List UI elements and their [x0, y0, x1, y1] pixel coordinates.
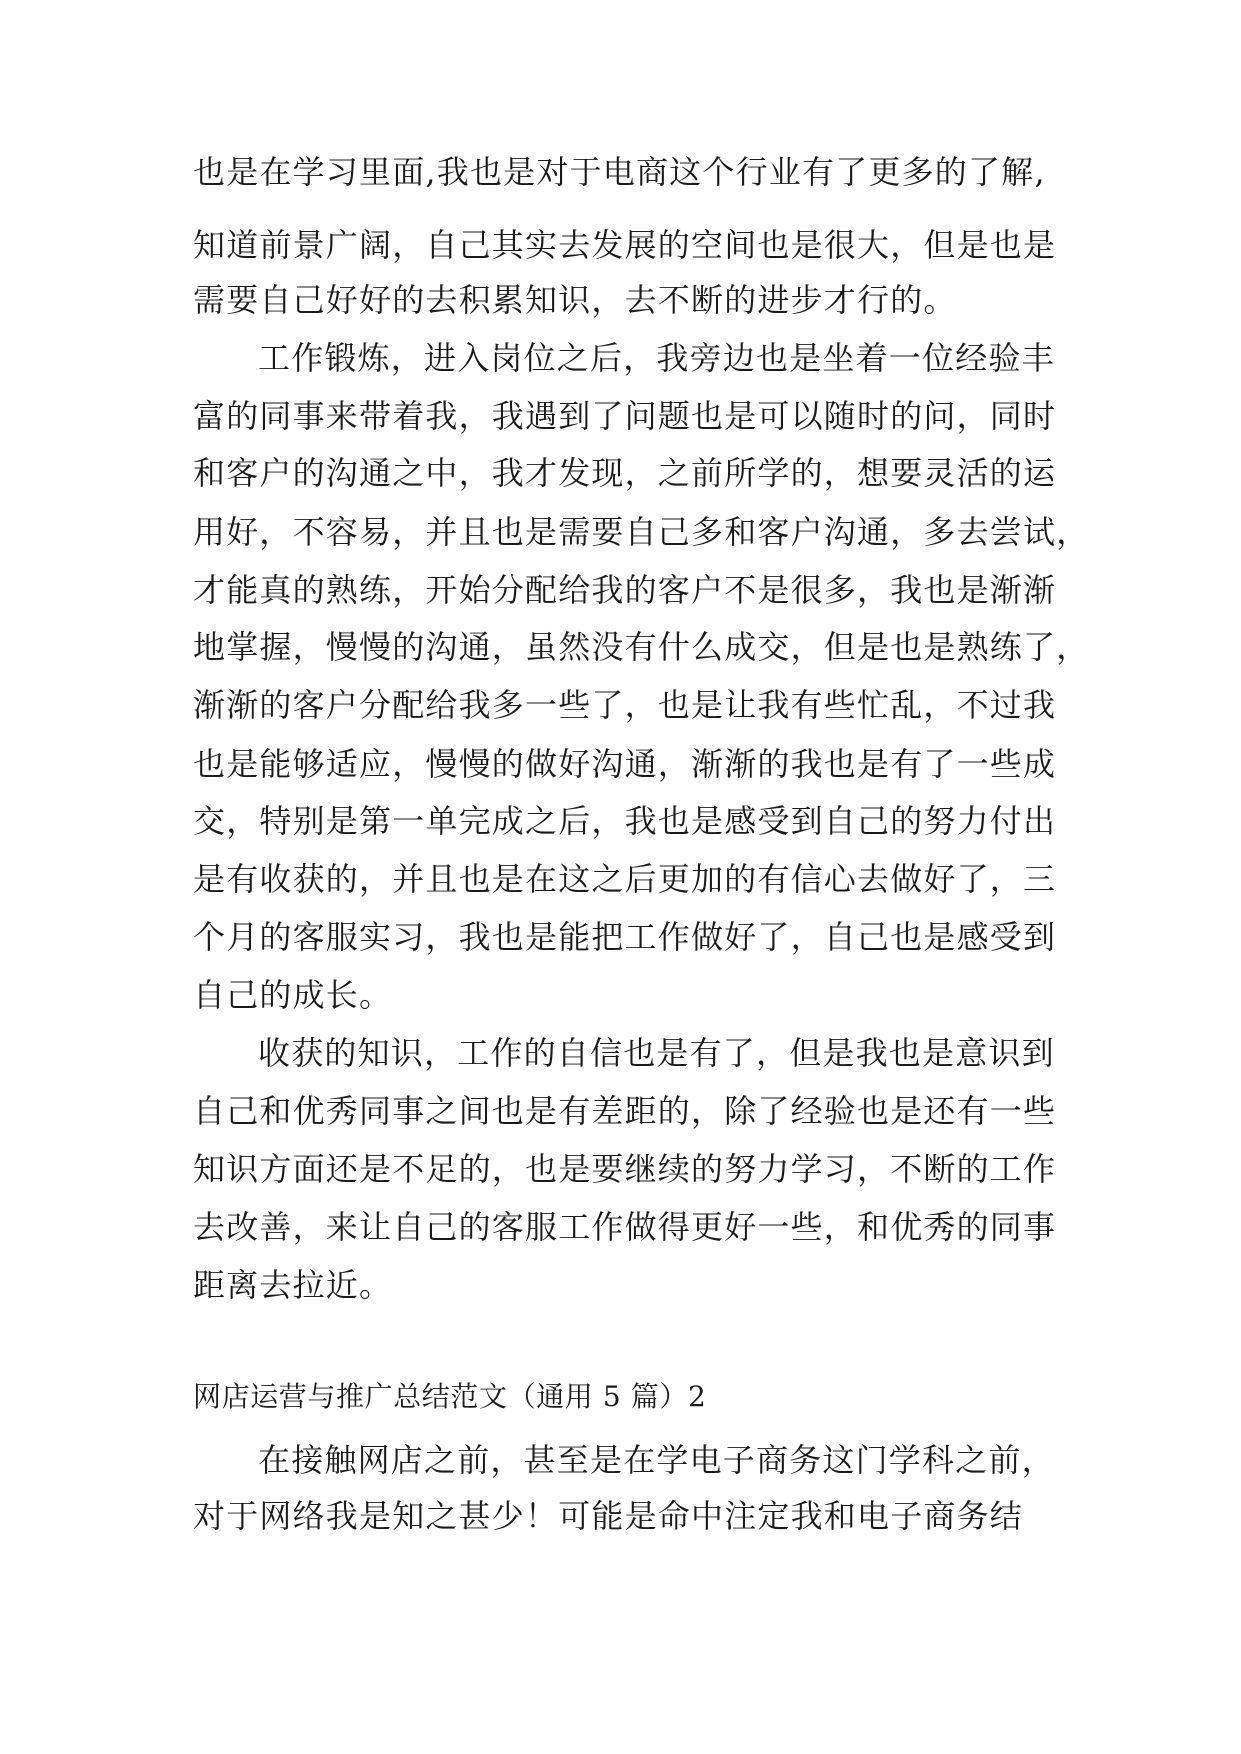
- body-text-line: 自己的成长。: [193, 976, 393, 1014]
- body-text-line: 自己和优秀同事之间也是有差距的，除了经验也是还有一些: [193, 1092, 1057, 1130]
- body-text-line: 交，特别是第一单完成之后，我也是感受到自己的努力付出: [193, 802, 1057, 840]
- body-text-line: 也是能够适应，慢慢的做好沟通，渐渐的我也是有了一些成: [193, 745, 1057, 783]
- body-text-line: 富的同事来带着我，我遇到了问题也是可以随时的问，同时: [193, 397, 1057, 435]
- body-text-line: 和客户的沟通之中，我才发现，之前所学的，想要灵活的运: [193, 454, 1057, 492]
- body-text-line: 渐渐的客户分配给我多一些了，也是让我有些忙乱，不过我: [193, 686, 1057, 724]
- body-text-line: 才能真的熟练，开始分配给我的客户不是很多，我也是渐渐: [193, 571, 1057, 609]
- body-text-line: 需要自己好好的去积累知识，去不断的进步才行的。: [193, 281, 957, 319]
- body-text-line: 工作锻炼，进入岗位之后，我旁边也是坐着一位经验丰: [258, 339, 1055, 377]
- body-text-line: 是有收获的，并且也是在这之后更加的有信心去做好了，三: [193, 860, 1057, 898]
- body-text-line: 收获的知识，工作的自信也是有了，但是我也是意识到: [258, 1034, 1055, 1072]
- body-text-line: 去改善，来让自己的客服工作做得更好一些，和优秀的同事: [193, 1208, 1057, 1246]
- body-text-line: 用好，不容易，并且也是需要自己多和客户沟通，多去尝试，: [193, 513, 1090, 551]
- body-text-line: 对于网络我是知之甚少！可能是命中注定我和电子商务结: [193, 1497, 1024, 1535]
- body-text-line: 距离去拉近。: [193, 1266, 393, 1304]
- body-text-line: 地掌握，慢慢的沟通，虽然没有什么成交，但是也是熟练了，: [193, 628, 1090, 666]
- body-text-line: 在接触网店之前，甚至是在学电子商务这门学科之前，: [258, 1441, 1055, 1479]
- body-text-line: 个月的客服实习，我也是能把工作做好了，自己也是感受到: [193, 918, 1057, 956]
- body-text-line: 也是在学习里面,我也是对于电商这个行业有了更多的了解,: [193, 153, 1046, 191]
- body-text-line: 知道前景广阔，自己其实去发展的空间也是很大，但是也是: [193, 226, 1057, 264]
- section-title: 网店运营与推广总结范文（通用 5 篇）2: [193, 1380, 707, 1413]
- body-text-line: 知识方面还是不足的，也是要继续的努力学习，不断的工作: [193, 1150, 1057, 1188]
